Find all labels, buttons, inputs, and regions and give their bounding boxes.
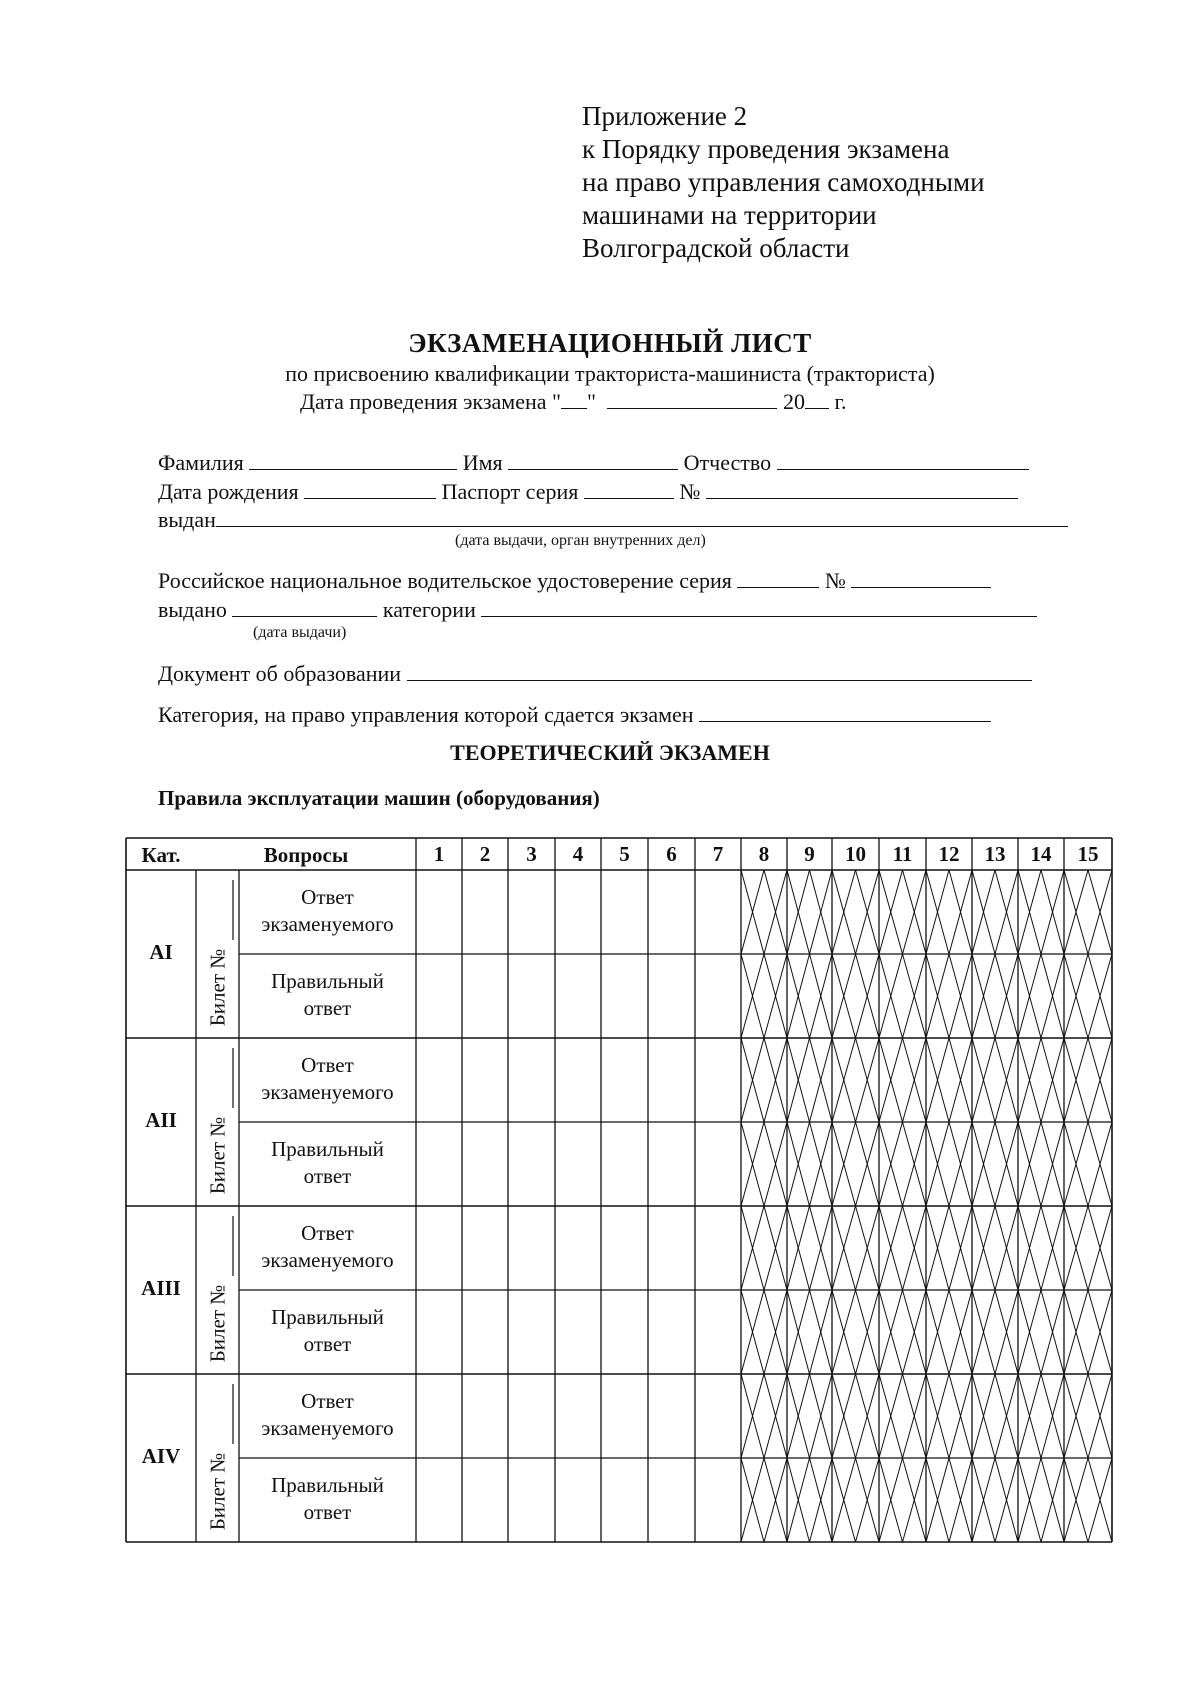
correct-answer-label — [239, 1472, 416, 1526]
question-number-8: 8 — [758, 842, 770, 866]
examinee-answer-label-line: экзаменуемого — [261, 1416, 394, 1440]
appendix-line: на право управления самоходными — [582, 167, 985, 197]
license-number-sign: № — [824, 568, 846, 593]
examinee-answer-label — [239, 1388, 416, 1442]
examinee-answer-label-line: экзаменуемого — [261, 912, 394, 936]
question-number-6: 6 — [666, 842, 677, 866]
examinee-answer-label-line: Ответ — [301, 885, 354, 909]
question-number-4: 4 — [572, 842, 584, 866]
category-label-4: AIV — [141, 1444, 181, 1468]
exam-date-label: Дата проведения экзамена " — [300, 389, 561, 414]
examinee-answer-label-line: Ответ — [301, 1389, 354, 1413]
appendix-line: к Порядку проведения экзамена — [582, 134, 950, 164]
correct-answer-label — [239, 1136, 416, 1190]
issued-caption: (дата выдачи, орган внутренних дел) — [455, 532, 706, 549]
ticket-label: Билет № — [205, 948, 229, 1027]
appendix-line: Приложение 2 — [582, 101, 748, 131]
correct-answer-label-line: Правильный — [271, 1305, 384, 1329]
section-subtitle: Правила эксплуатации машин (оборудования) — [158, 786, 600, 810]
examinee-answer-label-line: Ответ — [301, 1053, 354, 1077]
correct-answer-label-line: ответ — [303, 1500, 352, 1524]
category-label-2: AII — [145, 1108, 177, 1132]
question-number-7: 7 — [712, 842, 724, 866]
examinee-answer-label — [239, 1220, 416, 1274]
ticket-label: Билет № — [205, 1116, 229, 1195]
correct-answer-label-line: Правильный — [271, 969, 384, 993]
question-number-10: 10 — [845, 842, 866, 866]
question-number-12: 12 — [938, 842, 960, 866]
passport-number-sign: № — [679, 479, 701, 504]
license-categories-label: категории — [382, 597, 476, 622]
question-number-15: 15 — [1077, 842, 1099, 866]
question-number-5: 5 — [619, 842, 630, 866]
license-issued-caption: (дата выдачи) — [253, 624, 347, 641]
examinee-answer-label — [239, 1052, 416, 1106]
document-subtitle: по присвоению квалификации тракториста-машиниста (тракториста) — [285, 361, 935, 386]
education-label: Документ об образовании — [158, 661, 402, 686]
correct-answer-label-line: Правильный — [271, 1137, 384, 1161]
examinee-answer-label-line: Ответ — [301, 1221, 354, 1245]
question-number-14: 14 — [1030, 842, 1052, 866]
appendix-line: машинами на территории — [582, 200, 877, 230]
exam-year-prefix: 20 — [782, 389, 805, 414]
category-label: Категория, на право управления которой сдается экзамен — [158, 702, 694, 727]
birth-date-label: Дата рождения — [158, 479, 299, 504]
passport-series-label: Паспорт серия — [441, 479, 579, 504]
section-title: ТЕОРЕТИЧЕСКИЙ ЭКЗАМЕН — [450, 740, 770, 765]
category-label-1: AI — [149, 940, 173, 964]
question-number-1: 1 — [433, 842, 445, 866]
correct-answer-label-line: Правильный — [271, 1473, 384, 1497]
name-label: Имя — [462, 450, 503, 475]
question-number-9: 9 — [804, 842, 815, 866]
license-issued-label: выдано — [158, 597, 227, 622]
correct-answer-label — [239, 968, 416, 1022]
surname-label: Фамилия — [158, 450, 244, 475]
issued-label: выдан — [158, 507, 216, 532]
question-number-2: 2 — [479, 842, 491, 866]
correct-answer-label-line: ответ — [303, 1164, 352, 1188]
patronymic-label: Отчество — [683, 450, 772, 475]
examinee-answer-label-line: экзаменуемого — [261, 1080, 394, 1104]
appendix-line: Волгоградской области — [582, 233, 850, 263]
correct-answer-label — [239, 1304, 416, 1358]
ticket-label: Билет № — [205, 1284, 229, 1363]
exam-date-quote: " — [586, 389, 596, 414]
question-number-13: 13 — [984, 842, 1006, 866]
col-questions-header: Вопросы — [263, 843, 349, 867]
correct-answer-label-line: ответ — [303, 996, 352, 1020]
ticket-label: Билет № — [205, 1452, 229, 1531]
correct-answer-label-line: ответ — [303, 1332, 352, 1356]
question-number-3: 3 — [526, 842, 537, 866]
category-label-3: AIII — [141, 1276, 181, 1300]
col-category-header: Кат. — [141, 843, 181, 867]
examinee-answer-label-line: экзаменуемого — [261, 1248, 394, 1272]
question-number-11: 11 — [892, 842, 913, 866]
exam-year-suffix: г. — [834, 389, 847, 414]
document-title: ЭКЗАМЕНАЦИОННЫЙ ЛИСТ — [408, 328, 812, 358]
examinee-answer-label — [239, 884, 416, 938]
license-label: Российское национальное водительское удостоверение серия — [158, 568, 732, 593]
